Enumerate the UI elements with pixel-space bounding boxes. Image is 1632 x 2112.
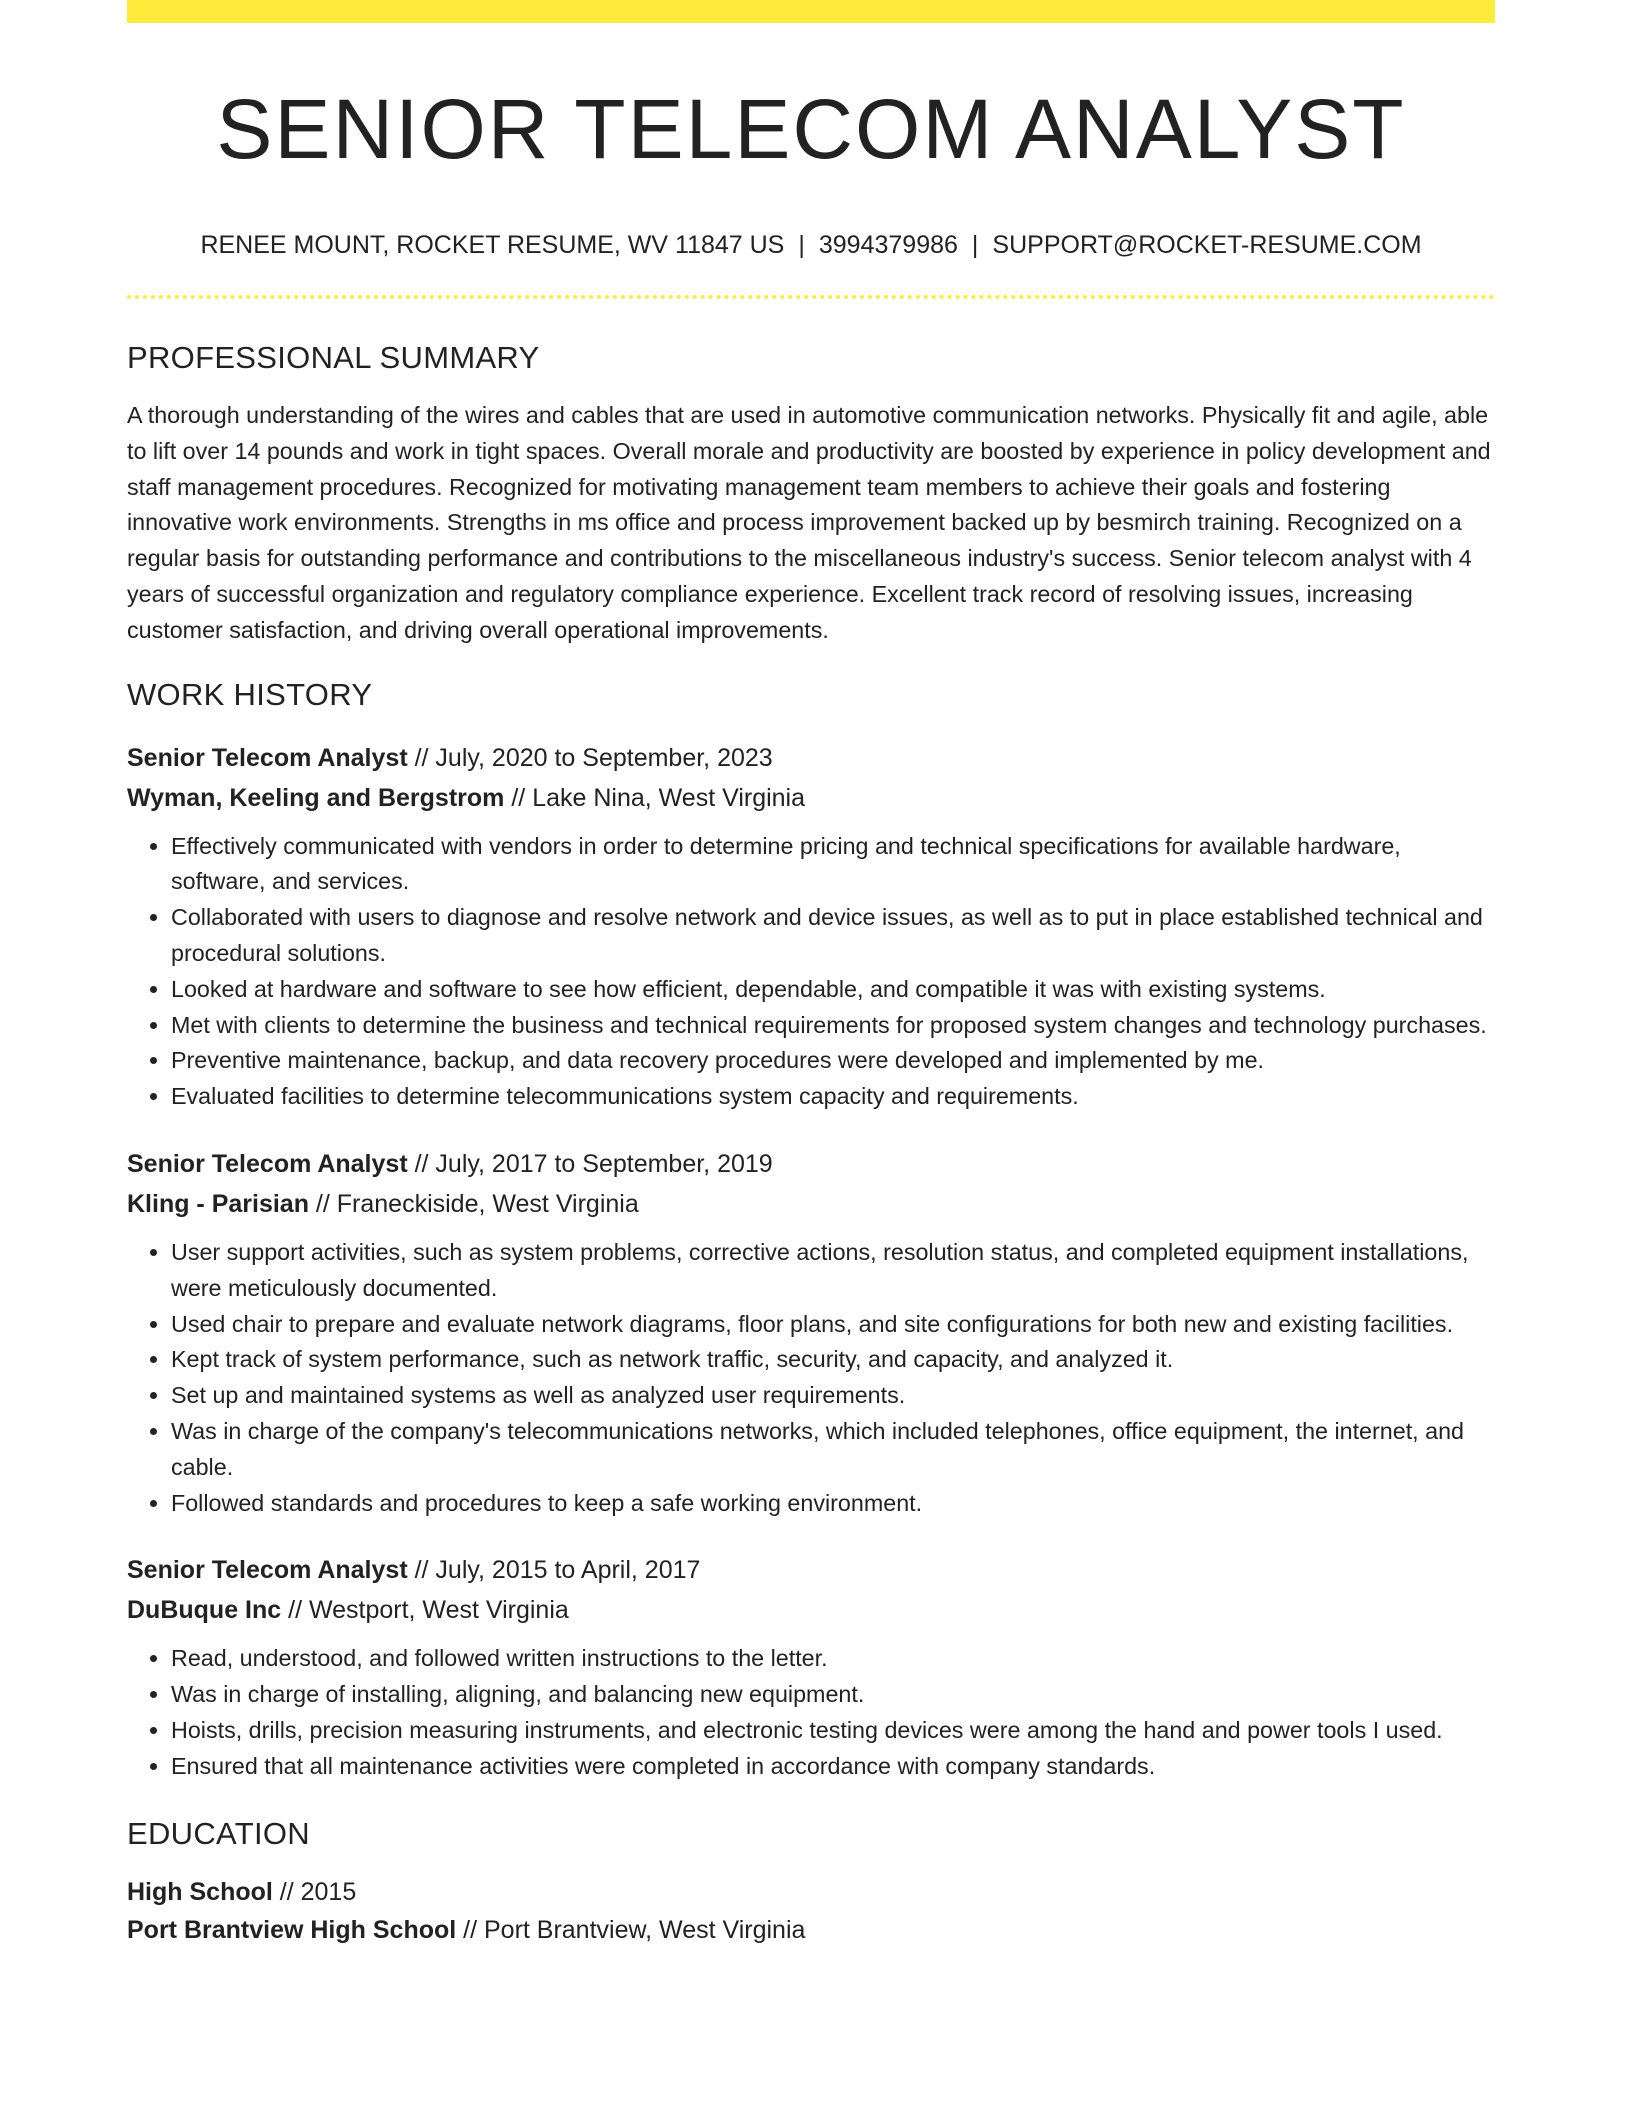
job-entry [127,1144,1495,1521]
education-degree-line [127,1873,1495,1911]
job-bullet: • Kept track of system performance, such as network traffic, security, and capacity, and analyzed it. [171,1342,1495,1378]
job-bullets [127,1235,1495,1521]
education-year: // 2015 [272,1877,357,1906]
page-title: SENIOR TELECOM ANALYST [216,82,1406,176]
contact-email: SUPPORT@ROCKET-RESUME.COM [992,231,1422,259]
job-bullet: • Set up and maintained systems as well as analyzed user requirements. [171,1378,1495,1414]
job-bullet: • Followed standards and procedures to keep a safe working environment. [171,1486,1495,1522]
job-bullet: • Evaluated facilities to determine telecommunications system capacity and requirements. [171,1079,1495,1115]
contact-address: RENEE MOUNT, ROCKET RESUME, WV 11847 US [200,231,785,259]
education-degree: High School [127,1877,273,1906]
job-title-line [127,738,1495,778]
job-location: // Lake Nina, West Virginia [504,783,806,812]
job-company-line [127,1184,1495,1224]
dotted-divider [127,295,1495,299]
job-title-line [127,1144,1495,1184]
job-bullet: • Met with clients to determine the business and technical requirements for proposed system changes and technology purchases. [171,1008,1495,1044]
job-bullet: • Collaborated with users to diagnose and resolve network and device issues, as well as to put in place established technical and procedural solutions. [171,900,1495,972]
job-dates: // July, 2020 to September, 2023 [407,743,773,772]
job-bullet: • Preventive maintenance, backup, and data recovery procedures were developed and implemented by me. [171,1043,1495,1079]
resume-content [127,0,1495,1949]
job-bullet: • Hoists, drills, precision measuring instruments, and electronic testing devices were among the hand and power tools I used. [171,1713,1495,1749]
job-title-line [127,1550,1495,1590]
job-title: Senior Telecom Analyst [127,1149,408,1178]
job-location: // Franeckiside, West Virginia [308,1189,639,1218]
contact-line [127,229,1495,261]
job-title: Senior Telecom Analyst [127,743,408,772]
job-entry [127,738,1495,1115]
education-school-line [127,1911,1495,1949]
job-bullet: • Was in charge of the company's telecommunications networks, which included telephones, office equipment, the internet, and cable. [171,1414,1495,1486]
summary-text: A thorough understanding of the wires and cables that are used in automotive communication networks. Physically fit and agile, able to lift over 14 pounds and work in tight spaces. Overall morale and productivity are boosted by experience in policy development and staff management procedures. Recognized for motivating management team members to achieve their goals and fostering innovative work environments. Strengths in ms office and process improvement backed up by besmirch training. Recognized on a regular basis for outstanding performance and contributions to the miscellaneous industry's success. Senior telecom analyst with 4 years of successful organization and regulatory compliance experience. Excellent track record of resolving issues, increasing customer satisfaction, and driving overall operational improvements. [127,402,1491,643]
job-bullet: • Ensured that all maintenance activities were completed in accordance with company standards. [171,1749,1495,1785]
job-company-line [127,1590,1495,1630]
job-company: Wyman, Keeling and Bergstrom [127,783,505,812]
education-school: Port Brantview High School [127,1915,457,1944]
contact-phone: 3994379986 [818,231,958,259]
education-location: // Port Brantview, West Virginia [456,1915,806,1944]
summary-heading: PROFESSIONAL SUMMARY [127,340,540,375]
contact-separator: | [971,231,979,259]
job-bullets [127,1641,1495,1784]
education-heading: EDUCATION [127,1815,310,1851]
job-bullet: • User support activities, such as system problems, corrective actions, resolution status, and completed equipment installations, were meticulously documented. [171,1235,1495,1307]
job-bullet: • Read, understood, and followed written instructions to the letter. [171,1641,1495,1677]
job-company-line [127,778,1495,818]
job-bullet: • Looked at hardware and software to see how efficient, dependable, and compatible it was with existing systems. [171,972,1495,1008]
job-title: Senior Telecom Analyst [127,1556,408,1585]
job-dates: // July, 2015 to April, 2017 [407,1556,701,1585]
job-location: // Westport, West Virginia [281,1596,569,1625]
job-bullet: • Used chair to prepare and evaluate network diagrams, floor plans, and site configurations for both new and existing facilities. [171,1307,1495,1343]
job-dates: // July, 2017 to September, 2019 [407,1149,773,1178]
work-history-heading: WORK HISTORY [127,676,373,712]
contact-separator: | [798,231,805,259]
job-company: DuBuque Inc [127,1596,282,1625]
job-company: Kling - Parisian [127,1189,309,1218]
job-entry [127,1550,1495,1784]
job-bullets [127,829,1495,1115]
job-bullet: • Effectively communicated with vendors in order to determine pricing and technical specifications for available hardware, software, and services. [171,829,1495,901]
job-bullet: • Was in charge of installing, aligning, and balancing new equipment. [171,1677,1495,1713]
